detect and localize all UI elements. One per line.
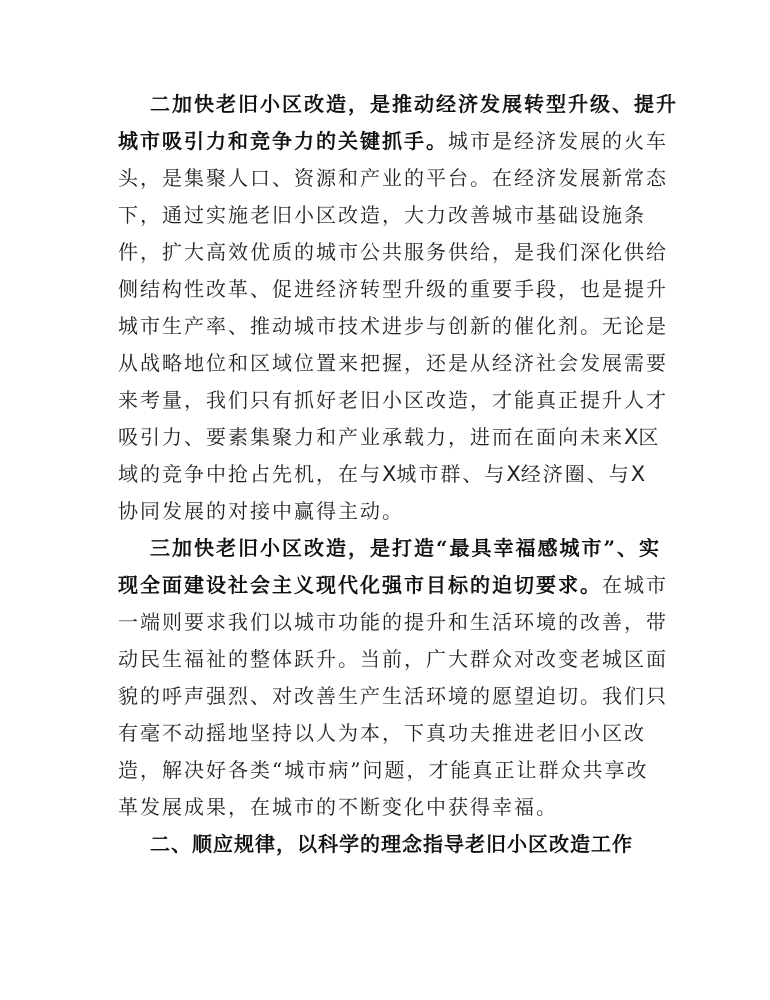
- bold-text: 城市吸引力和竞争力的关键抓手。: [118, 129, 448, 153]
- text-run: 城市生产率、推动城市技术进步与创新的催化剂。无论是: [118, 314, 668, 338]
- text-line: [118, 493, 644, 530]
- text-run: 造，解决好各类“城市病”问题，才能真正让群众共享改: [118, 758, 649, 782]
- placeholder-x: X: [382, 462, 397, 486]
- text-line: [118, 715, 644, 752]
- text-line: [118, 456, 644, 493]
- text-run: 貌的呼声强烈、对改善生产生活环境的愿望迫切。我们只: [118, 684, 668, 708]
- text-line: [118, 419, 661, 456]
- text-run: 革发展成果，在城市的不断变化中获得幸福。: [118, 795, 558, 819]
- text-run: 下，通过实施老旧小区改造，大力改善城市基础设施条: [118, 203, 646, 227]
- text-run: 吸引力、要素集聚力和产业承载力，进而在面向未来: [118, 425, 624, 449]
- paragraphs: [118, 86, 678, 826]
- text-line: [118, 752, 649, 789]
- text-run: 一端则要求我们以城市功能的提升和生活环境的改善，带: [118, 610, 668, 634]
- text-run: 经济圈、与: [520, 462, 631, 486]
- text-run: 域的竞争中抢占先机，在与: [118, 462, 382, 486]
- document-body: [118, 86, 678, 863]
- text-run: 协同发展的对接中赢得主动。: [118, 499, 404, 523]
- text-run: 从战略地位和区域位置来把握，还是从经济社会发展需要: [118, 351, 668, 375]
- paragraph: [118, 86, 678, 530]
- text-line: [118, 123, 668, 160]
- placeholder-x: X: [506, 462, 521, 486]
- text-run: 来考量，我们只有抓好老旧小区改造，才能真正提升人才: [118, 388, 668, 412]
- text-line: [118, 234, 668, 271]
- bold-text: 二加快老旧小区改造，是推动经济发展转型升级、提升: [150, 92, 678, 116]
- bold-text: 三加快老旧小区改造，是打造“最具幸福感城市”、实: [150, 536, 662, 560]
- text-line: [118, 271, 668, 308]
- text-line: [118, 160, 668, 197]
- text-run: 区: [638, 425, 661, 449]
- text-run: 有毫不动摇地坚持以人为本，下真功夫推进老旧小区改: [118, 721, 646, 745]
- bold-text: 现全面建设社会主义现代化强市目标的迫切要求。: [118, 573, 602, 597]
- text-line: [118, 641, 668, 678]
- paragraph: [118, 530, 668, 826]
- placeholder-x: X: [624, 425, 639, 449]
- text-line: [118, 345, 668, 382]
- placeholder-x: X: [630, 462, 646, 486]
- text-line: [118, 789, 644, 826]
- text-line: [118, 530, 662, 567]
- text-run: 动民生福祉的整体跃升。当前，广大群众对改变老城区面: [118, 647, 668, 671]
- text-run: 在城市: [602, 573, 668, 597]
- text-run: 城市群、与: [396, 462, 507, 486]
- text-line: [118, 86, 678, 123]
- text-line: [118, 604, 668, 641]
- text-line: [118, 382, 668, 419]
- text-run: 城市是经济发展的火车: [448, 129, 668, 153]
- text-run: 件，扩大高效优质的城市公共服务供给，是我们深化供给: [118, 240, 668, 264]
- text-line: [118, 308, 668, 345]
- text-line: [118, 678, 668, 715]
- text-run: 头，是集聚人口、资源和产业的平台。在经济发展新常态: [118, 166, 668, 190]
- text-line: [118, 567, 668, 604]
- text-run: 侧结构性改革、促进经济转型升级的重要手段，也是提升: [118, 277, 668, 301]
- section-heading: 二、顺应规律，以科学的理念指导老旧小区改造工作: [150, 832, 633, 856]
- text-line: [118, 197, 644, 234]
